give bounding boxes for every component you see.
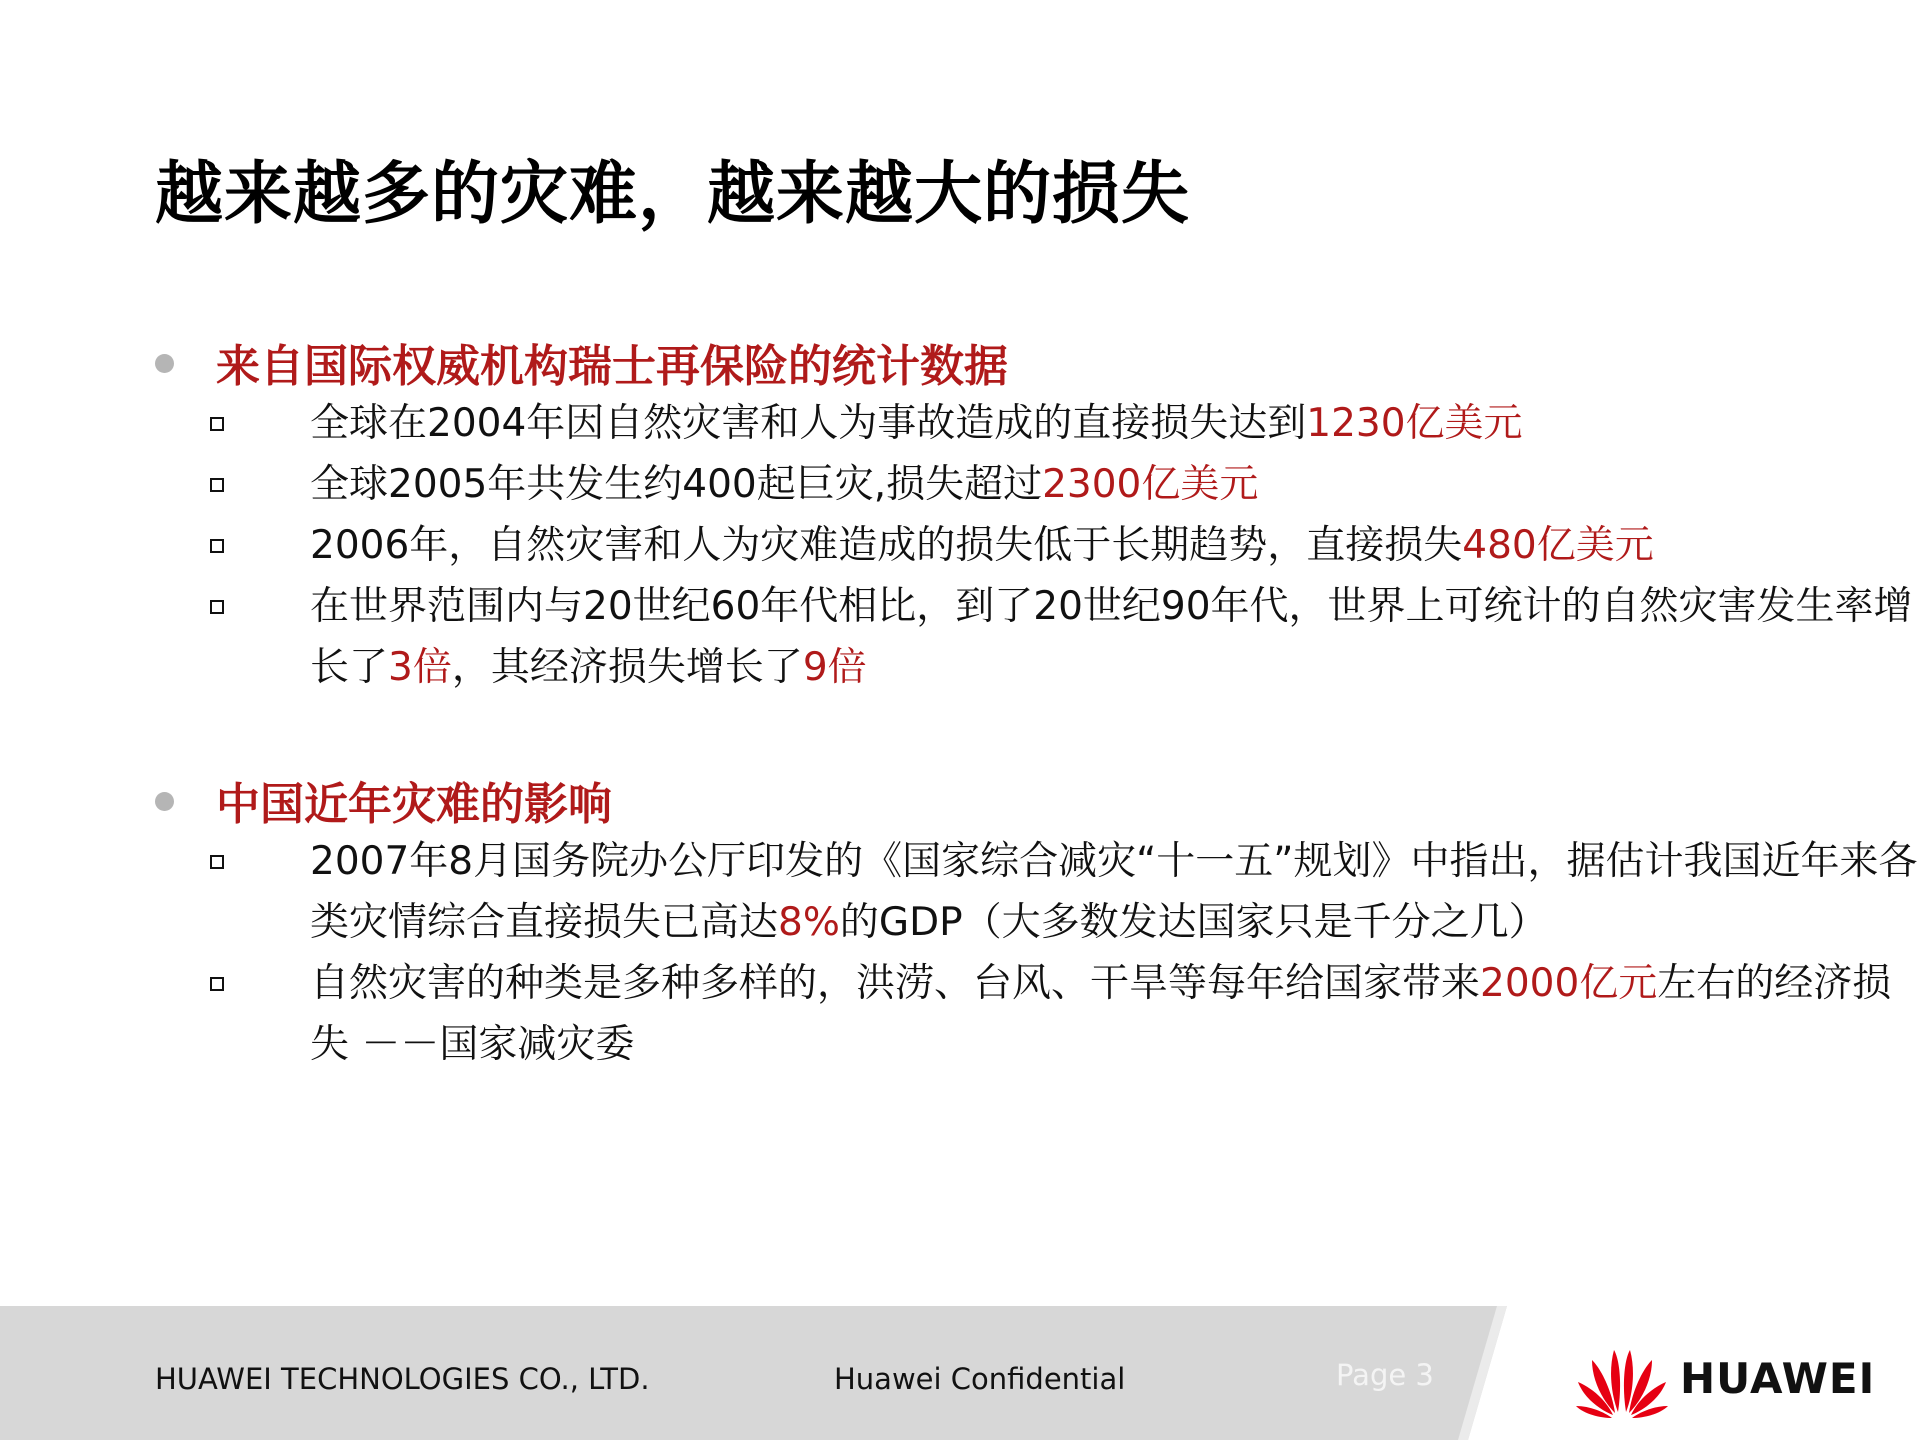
list-item-text bbox=[310, 576, 1920, 698]
list-item bbox=[310, 393, 1920, 454]
footer-company: HUAWEI TECHNOLOGIES CO., LTD. bbox=[155, 1362, 650, 1396]
circle-bullet-icon bbox=[155, 792, 174, 811]
square-bullet-icon bbox=[210, 977, 224, 991]
square-bullet-icon bbox=[210, 855, 224, 869]
square-bullet-icon bbox=[210, 539, 224, 553]
square-bullet-icon bbox=[210, 600, 224, 614]
footer-confidential: Huawei Confidential bbox=[834, 1362, 1126, 1396]
item-highlight: 480亿美元 bbox=[1462, 523, 1654, 568]
square-bullet-icon bbox=[210, 417, 224, 431]
item-highlight: 2000亿元 bbox=[1480, 961, 1658, 1006]
section-china-impact bbox=[155, 768, 1920, 1075]
circle-bullet-icon bbox=[155, 354, 174, 373]
logo-wordmark: HUAWEI bbox=[1680, 1354, 1876, 1403]
section-heading bbox=[155, 330, 1920, 400]
list-item bbox=[310, 831, 1920, 953]
footer-page-number: Page 3 bbox=[1336, 1358, 1434, 1392]
list-item bbox=[310, 576, 1920, 698]
section-heading bbox=[155, 768, 1920, 838]
item-text-part: 全球2005年共发生约400起巨灾,损失超过 bbox=[310, 462, 1043, 507]
item-highlight: 3倍 bbox=[388, 645, 452, 690]
item-text-part: ，其经济损失增长了 bbox=[451, 645, 803, 690]
item-highlight: 1230亿美元 bbox=[1306, 401, 1523, 446]
item-highlight: 8% bbox=[778, 900, 840, 945]
list-item bbox=[310, 515, 1920, 576]
item-highlight: 2300亿美元 bbox=[1042, 462, 1259, 507]
item-text-part: 全球在2004年因自然灾害和人为事故造成的直接损失达到 bbox=[310, 401, 1307, 446]
list-item bbox=[310, 953, 1920, 1075]
slide-title: 越来越多的灾难，越来越大的损失 bbox=[155, 155, 1191, 234]
item-text-part: 2006年，自然灾害和人为灾难造成的损失低于长期趋势，直接损失 bbox=[310, 523, 1463, 568]
huawei-petal-logo-icon bbox=[1572, 1342, 1672, 1422]
square-bullet-icon bbox=[210, 478, 224, 492]
list-item-text bbox=[310, 393, 1920, 454]
list-item-text bbox=[310, 454, 1920, 515]
footer-bar bbox=[0, 1306, 1920, 1440]
list-item bbox=[310, 454, 1920, 515]
item-text-part: 左右的经济损失 －－国家减灾委 bbox=[310, 961, 1892, 1067]
list-item-text bbox=[310, 515, 1920, 576]
list-item-text bbox=[310, 831, 1920, 953]
section-swiss-re-stats bbox=[155, 330, 1920, 698]
item-text-part: 在世界范围内与20世纪60年代相比，到了20世纪90年代，世界上可统计的自然灾害发生率增长了 bbox=[310, 584, 1913, 690]
item-text-part: 自然灾害的种类是多种多样的，洪涝、台风、干旱等每年给国家带来 bbox=[310, 961, 1481, 1006]
section-label: 来自国际权威机构瑞士再保险的统计数据 bbox=[216, 341, 1008, 392]
list-item-text bbox=[310, 953, 1920, 1075]
huawei-logo bbox=[1572, 1342, 1876, 1422]
section-label: 中国近年灾难的影响 bbox=[216, 779, 612, 830]
item-highlight: 9倍 bbox=[802, 645, 867, 690]
item-text-part: 的GDP（大多数发达国家只是千分之几） bbox=[839, 900, 1548, 945]
item-text-part: 2007年8月国务院办公厅印发的《国家综合减灾“十一五”规划》中指出，据估计我国近年来各类灾情综合直接损失已高达 bbox=[310, 839, 1918, 945]
